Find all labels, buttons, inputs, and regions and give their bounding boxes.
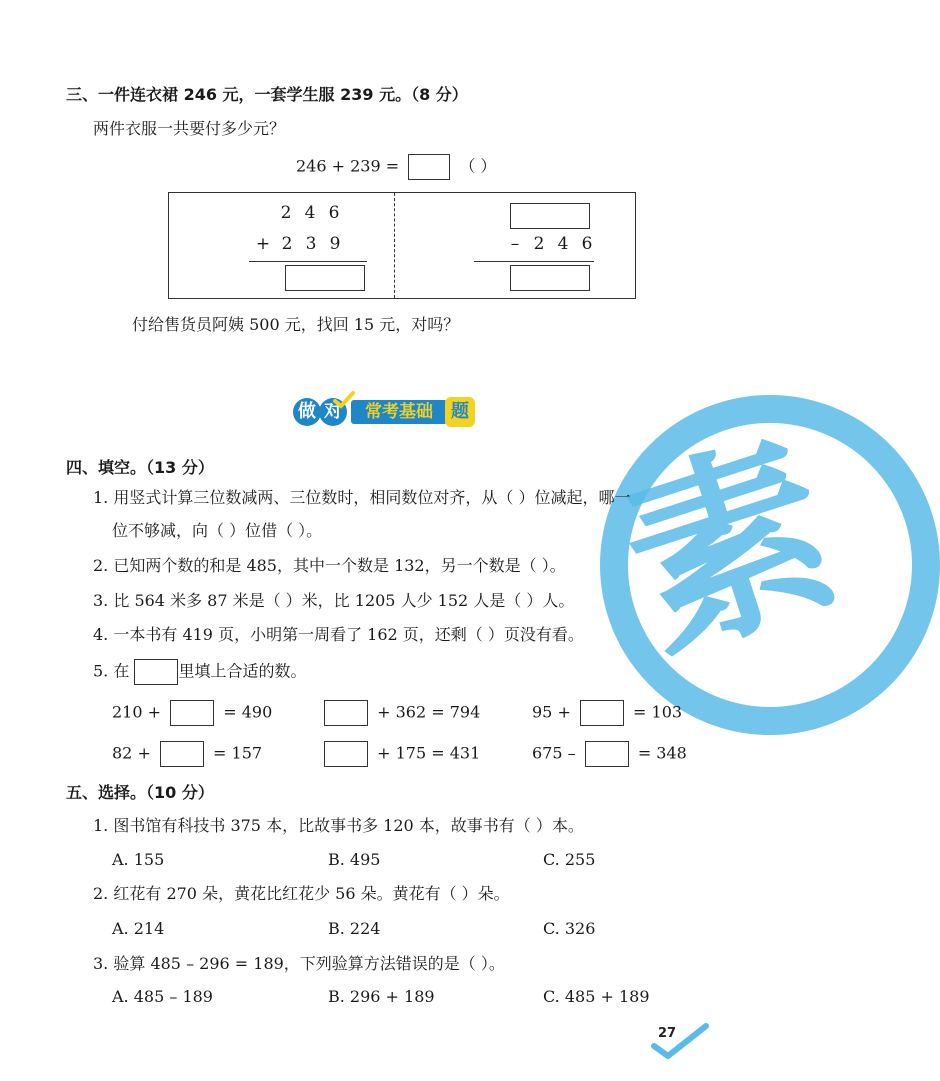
section4-q2: 2. 已知两个数的和是 485，其中一个数是 132，另一个数是（ ）。 — [93, 556, 566, 575]
section3-heading: 三、一件连衣裙 246 元，一套学生服 239 元。（8 分） — [66, 85, 468, 104]
calc-left-line — [249, 261, 367, 262]
plus-sign: + — [255, 234, 271, 254]
section3-question1: 两件衣服一共要付多少元？ — [93, 119, 286, 138]
q2-option-a[interactable]: A. 214 — [112, 919, 165, 938]
equation-right: （ ） — [459, 156, 497, 176]
fill-box[interactable] — [585, 741, 629, 767]
fill-r2c2: + 175 = 431 — [324, 741, 480, 767]
q3-option-c[interactable]: C. 485 + 189 — [543, 987, 650, 1006]
q1-option-c[interactable]: C. 255 — [543, 850, 596, 869]
fill-box[interactable] — [160, 741, 204, 767]
section5-q1: 1. 图书馆有科技书 375 本，比故事书多 120 本，故事书有（ ）本。 — [93, 816, 584, 835]
equation — [296, 154, 496, 180]
fill-r2c1: 82 + = 157 — [112, 741, 262, 767]
q2-option-c[interactable]: C. 326 — [543, 919, 596, 938]
calc-divider — [394, 193, 395, 298]
fill-r2c3: 675 – = 348 — [532, 741, 687, 767]
banner-char-1: 做 — [293, 398, 321, 426]
q1-option-a[interactable]: A. 155 — [112, 850, 165, 869]
section4-heading: 四、填空。（13 分） — [66, 458, 214, 477]
section5-q2: 2. 红花有 270 朵，黄花比红花少 56 朵。黄花有（ ）朵。 — [93, 884, 510, 903]
q5-example-box — [134, 659, 178, 685]
fill-r1c2: + 362 = 794 — [324, 700, 480, 726]
q2-option-b[interactable]: B. 224 — [328, 919, 381, 938]
fill-box[interactable] — [170, 700, 214, 726]
calc-left-row2: + 2 3 9 — [251, 234, 347, 254]
banner-char-2: 对 — [319, 398, 347, 426]
equation-left: 246 + 239 = — [296, 156, 400, 176]
page-number: 27 — [658, 1026, 677, 1041]
answer-box[interactable] — [408, 154, 450, 180]
calc-right-top-box[interactable] — [510, 203, 590, 229]
fill-box[interactable] — [580, 700, 624, 726]
section5-q3: 3. 验算 485 – 296 = 189，下列验算方法错误的是（ ）。 — [93, 954, 505, 973]
section4-q5: 5. 在 里填上合适的数。 — [93, 659, 306, 685]
section3-question2: 付给售货员阿姨 500 元，找回 15 元，对吗？ — [132, 315, 460, 334]
q1-option-b[interactable]: B. 495 — [328, 850, 381, 869]
page-number-badge — [650, 1022, 710, 1062]
calc-left-answer-box[interactable] — [285, 265, 365, 291]
watermark-glyph: 素 — [598, 407, 861, 692]
section-banner — [293, 397, 477, 429]
fill-r1c1: 210 + = 490 — [112, 700, 272, 726]
section5-heading: 五、选择。（10 分） — [66, 783, 214, 802]
calc-right-row2: – 2 4 6 — [503, 234, 599, 254]
minus-sign: – — [510, 234, 520, 254]
calc-frame — [168, 192, 636, 299]
section4-q3: 3. 比 564 米多 87 米是（ ）米，比 1205 人少 152 人是（ ）人。 — [93, 591, 575, 610]
q3-option-b[interactable]: B. 296 + 189 — [328, 987, 435, 1006]
banner-text: 常考基础 — [351, 400, 447, 424]
section4-q4: 4. 一本书有 419 页，小明第一周看了 162 页，还剩（ ）页没有看。 — [93, 625, 584, 644]
calc-left-row1: 2 4 6 — [280, 203, 340, 223]
fill-r1c3: 95 + = 103 — [532, 700, 682, 726]
fill-box[interactable] — [324, 700, 368, 726]
banner-char-last: 题 — [445, 397, 475, 427]
section4-q1a: 1. 用竖式计算三位数减两、三位数时，相同数位对齐，从（ ）位减起，哪一 — [93, 488, 631, 507]
q3-option-a[interactable]: A. 485 – 189 — [112, 987, 213, 1006]
section4-q1b: 位不够减，向（ ）位借（ ）。 — [112, 521, 323, 540]
calc-right-answer-box[interactable] — [510, 265, 590, 291]
calc-right-line — [474, 261, 594, 262]
fill-box[interactable] — [324, 741, 368, 767]
